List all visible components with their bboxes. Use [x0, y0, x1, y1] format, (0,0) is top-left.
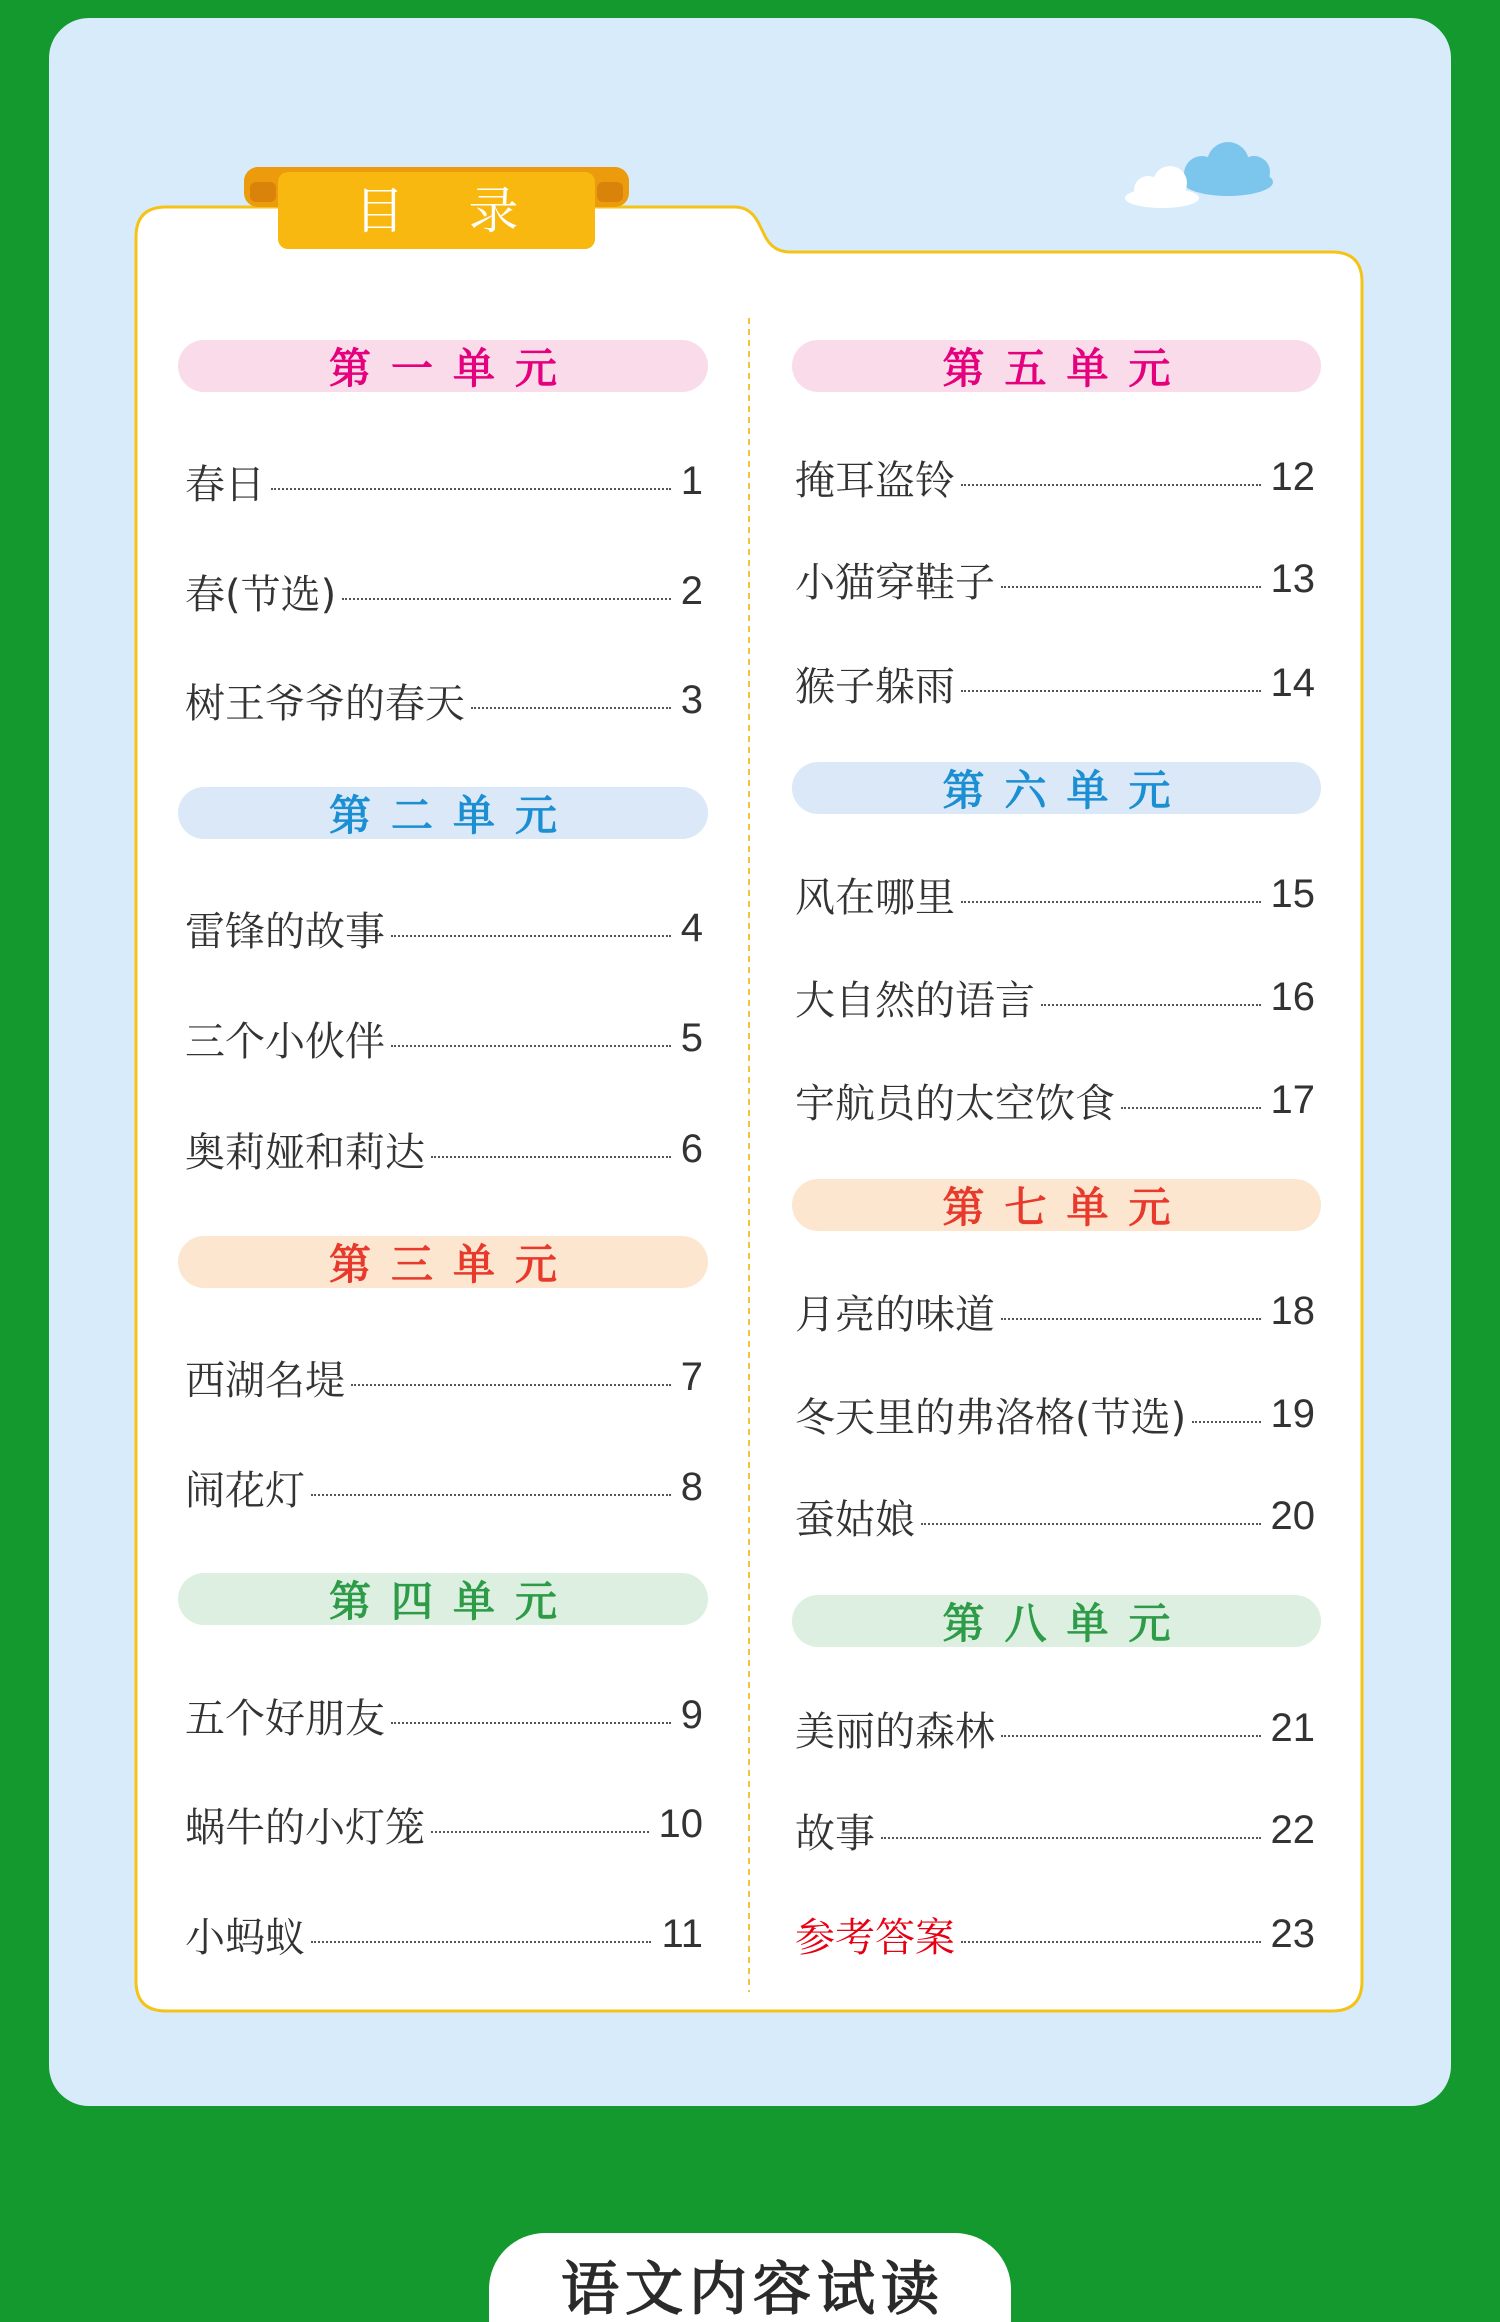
- page-number: 22: [1270, 1807, 1315, 1852]
- lesson-title: 猴子躲雨: [795, 663, 955, 710]
- dot-leader: [271, 488, 671, 490]
- page-number: 20: [1270, 1493, 1315, 1538]
- lesson-row: [795, 447, 1315, 507]
- preview-label: 语文内容试读: [560, 2255, 945, 2322]
- lesson-row: [795, 1698, 1315, 1758]
- page-number: 21: [1270, 1705, 1315, 1750]
- page-number: 19: [1270, 1391, 1315, 1436]
- lesson-title: 春日: [185, 461, 265, 508]
- page-number: 13: [1270, 556, 1315, 601]
- page-number: 10: [658, 1801, 703, 1846]
- lesson-row: [185, 561, 703, 621]
- lesson-row: [185, 1904, 703, 1964]
- lesson-row: [795, 967, 1315, 1027]
- dot-leader: [961, 901, 1261, 903]
- dot-leader: [961, 1941, 1261, 1943]
- lesson-title: 雷锋的故事: [185, 908, 385, 955]
- page-number: 12: [1270, 454, 1315, 499]
- page-number: 2: [680, 568, 703, 613]
- unit-header: 第四单元: [178, 1573, 708, 1625]
- answer-key-title: 参考答案: [795, 1914, 955, 1961]
- dot-leader: [391, 1722, 671, 1724]
- dot-leader: [311, 1494, 671, 1496]
- lesson-row: [795, 549, 1315, 609]
- lesson-row: [185, 898, 703, 958]
- page-number: 4: [680, 905, 703, 950]
- lesson-row: [185, 1457, 703, 1517]
- unit-header: 第二单元: [178, 787, 708, 839]
- page-number: 8: [680, 1464, 703, 1509]
- lesson-title: 三个小伙伴: [185, 1018, 385, 1065]
- lesson-title: 大自然的语言: [795, 977, 1035, 1024]
- dot-leader: [1041, 1004, 1261, 1006]
- lesson-title: 蜗牛的小灯笼: [185, 1804, 425, 1851]
- page-number: 7: [680, 1354, 703, 1399]
- lesson-title: 故事: [795, 1810, 875, 1857]
- page-number: 14: [1270, 660, 1315, 705]
- lesson-title: 宇航员的太空饮食: [795, 1080, 1115, 1127]
- lesson-row: [185, 670, 703, 730]
- lesson-row: [795, 1486, 1315, 1546]
- lesson-row: [795, 1384, 1315, 1444]
- lesson-title: 月亮的味道: [795, 1291, 995, 1338]
- lesson-title: 冬天里的弗洛格(节选): [795, 1394, 1187, 1441]
- lesson-title: 美丽的森林: [795, 1708, 995, 1755]
- dot-leader: [431, 1831, 649, 1833]
- lesson-title: 西湖名堤: [185, 1357, 345, 1404]
- dot-leader: [961, 484, 1261, 486]
- dot-leader: [431, 1156, 671, 1158]
- dot-leader: [1001, 1735, 1261, 1737]
- dot-leader: [311, 1941, 651, 1943]
- page-number: 16: [1270, 974, 1315, 1019]
- lesson-title: 掩耳盗铃: [795, 457, 955, 504]
- dot-leader: [351, 1384, 671, 1386]
- lesson-row: [795, 1281, 1315, 1341]
- page-number: 11: [661, 1911, 703, 1956]
- unit-header: 第三单元: [178, 1236, 708, 1288]
- page-number: 17: [1270, 1077, 1315, 1122]
- lesson-row: [185, 451, 703, 511]
- dot-leader: [1192, 1421, 1260, 1423]
- lesson-row: [795, 653, 1315, 713]
- lesson-title: 五个好朋友: [185, 1695, 385, 1742]
- dot-leader: [342, 598, 671, 600]
- unit-header: 第一单元: [178, 340, 708, 392]
- dot-leader: [471, 707, 671, 709]
- lesson-row: [185, 1119, 703, 1179]
- dot-leader: [961, 690, 1261, 692]
- dot-leader: [391, 935, 671, 937]
- unit-header: 第七单元: [792, 1179, 1321, 1231]
- lesson-title: 小猫穿鞋子: [795, 559, 995, 606]
- page-number: 6: [680, 1126, 703, 1171]
- answer-key-row: [795, 1904, 1315, 1964]
- lesson-row: [185, 1685, 703, 1745]
- page-number: 9: [680, 1692, 703, 1737]
- page-number: 18: [1270, 1288, 1315, 1333]
- lesson-row: [795, 1070, 1315, 1130]
- page-number: 23: [1270, 1911, 1315, 1956]
- dot-leader: [921, 1523, 1261, 1525]
- page-number: 3: [680, 677, 703, 722]
- unit-header: 第六单元: [792, 762, 1321, 814]
- unit-header: 第八单元: [792, 1595, 1321, 1647]
- preview-label-pill: [489, 2233, 1011, 2322]
- dot-leader: [881, 1837, 1261, 1839]
- cloud-icon: [1125, 142, 1273, 208]
- toc-title: 目录: [354, 182, 583, 240]
- lesson-title: 小蚂蚁: [185, 1914, 305, 1961]
- dot-leader: [1001, 1318, 1261, 1320]
- lesson-title: 奥莉娅和莉达: [185, 1129, 425, 1176]
- page-number: 1: [680, 458, 703, 503]
- lesson-row: [795, 1800, 1315, 1860]
- lesson-row: [795, 864, 1315, 924]
- dot-leader: [391, 1045, 671, 1047]
- dot-leader: [1121, 1107, 1261, 1109]
- lesson-title: 风在哪里: [795, 874, 955, 921]
- unit-header: 第五单元: [792, 340, 1321, 392]
- lesson-row: [185, 1794, 703, 1854]
- lesson-title: 树王爷爷的春天: [185, 680, 465, 727]
- lesson-row: [185, 1008, 703, 1068]
- lesson-title: 蚕姑娘: [795, 1496, 915, 1543]
- lesson-row: [185, 1347, 703, 1407]
- lesson-title: 闹花灯: [185, 1467, 305, 1514]
- page-number: 5: [680, 1015, 703, 1060]
- lesson-title: 春(节选): [185, 571, 337, 618]
- page-number: 15: [1270, 871, 1315, 916]
- dot-leader: [1001, 586, 1261, 588]
